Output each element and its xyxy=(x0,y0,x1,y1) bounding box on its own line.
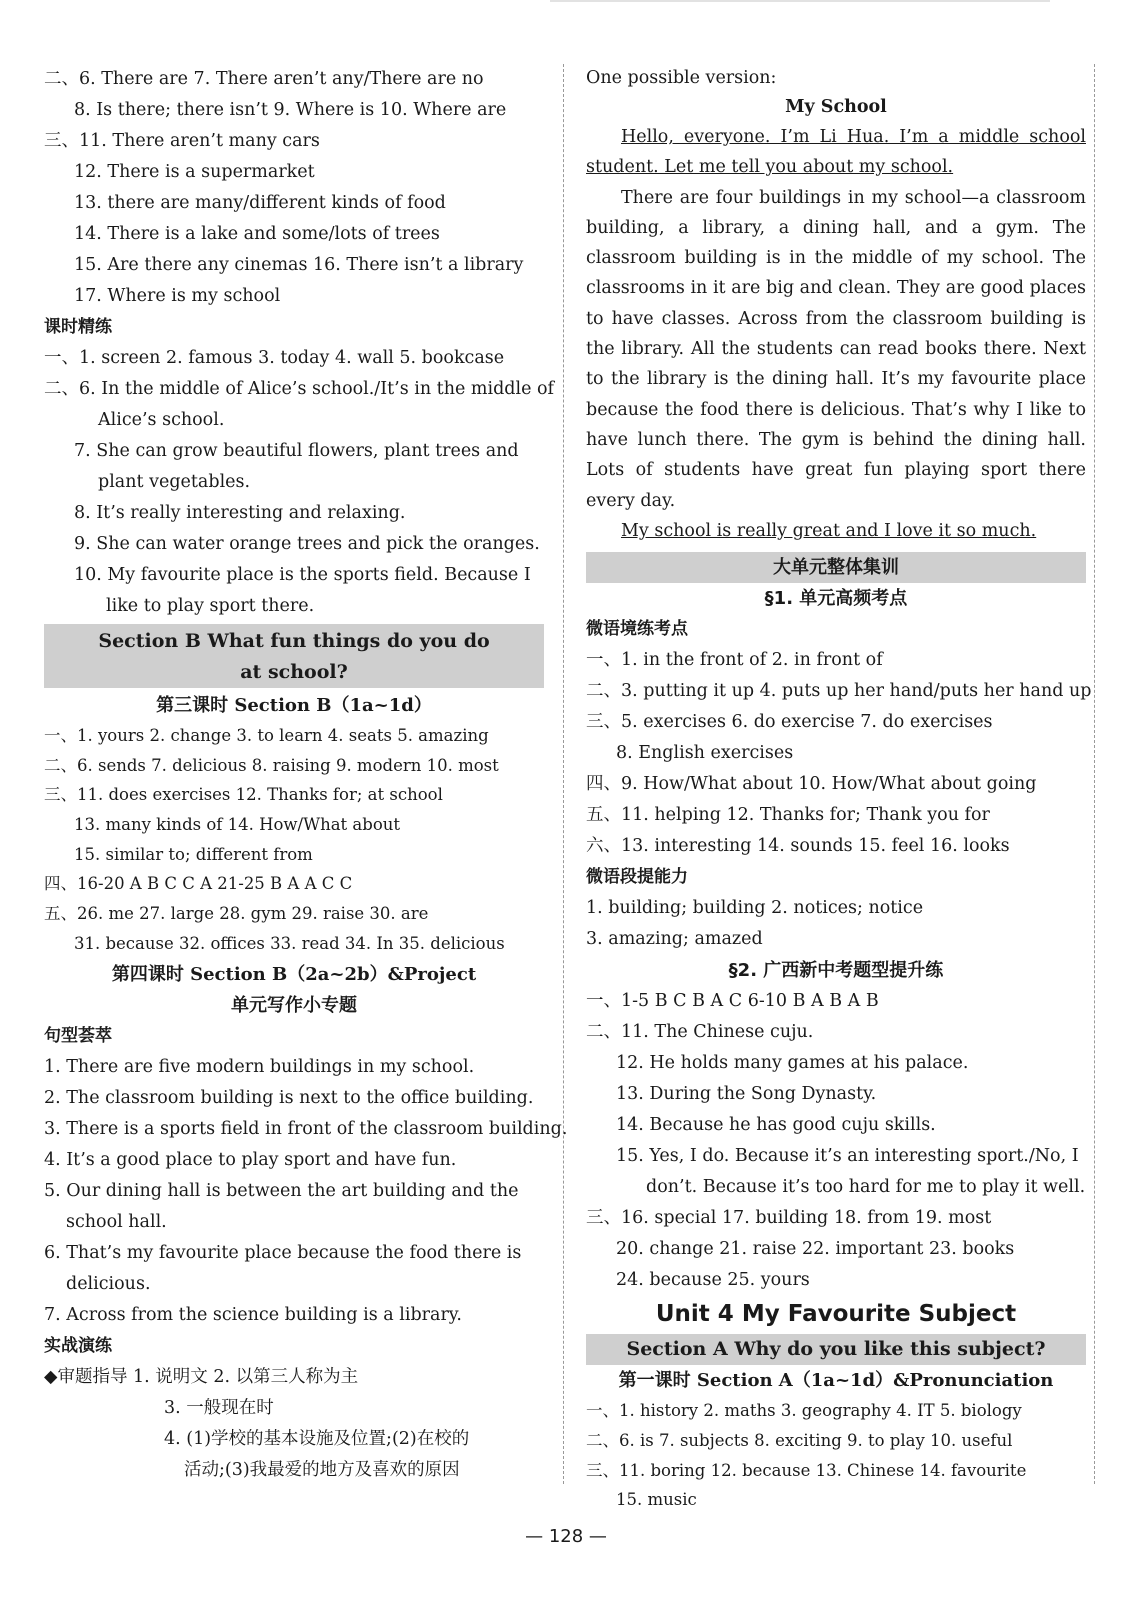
answer-line: 15. music xyxy=(616,1490,697,1510)
answer-line: 一、1-5 B C B A C 6-10 B A B A B xyxy=(586,991,879,1012)
answer-line: 三、11. does exercises 12. Thanks for; at school xyxy=(44,785,443,805)
answer-line: 五、26. me 27. large 28. gym 29. raise 30. are xyxy=(44,904,429,924)
sentence-line: 7. Across from the science building is a library. xyxy=(44,1304,462,1325)
unit-title: Unit 4 My Favourite Subject xyxy=(655,1301,1017,1328)
left-column xyxy=(44,64,568,1486)
sentence-line: 1. There are five modern buildings in my school. xyxy=(44,1056,475,1077)
lesson-title: 第三课时 Section B（1a~1d） xyxy=(156,695,432,716)
answer-line: 二、6. There are 7. There aren’t any/There are no xyxy=(44,69,484,89)
answer-line: 二、6. sends 7. delicious 8. raising 9. modern 10. most xyxy=(44,755,499,775)
answer-line: 31. because 32. offices 33. read 34. In 35. delicious xyxy=(74,933,505,953)
answer-line: 一、1. screen 2. famous 3. today 4. wall 5. bookcase xyxy=(44,348,505,368)
essay-intro: One possible version: xyxy=(586,68,777,88)
answer-line: 五、11. helping 12. Thanks for; Thank you for xyxy=(586,805,990,826)
answer-line: 15. Are there any cinemas 16. There isn’t a library xyxy=(74,255,524,275)
answer-line: 8. It’s really interesting and relaxing. xyxy=(74,503,406,523)
answer-line: like to play sport there. xyxy=(106,596,315,616)
section-heading: 课时精练 xyxy=(44,317,112,337)
sentence-line: 4. It’s a good place to play sport and have fun. xyxy=(44,1149,457,1170)
sentence-line: school hall. xyxy=(66,1211,167,1232)
answer-line: 二、6. In the middle of Alice’s school./It’s in the middle of xyxy=(44,379,555,399)
answer-line: 8. English exercises xyxy=(616,743,794,764)
essay-closing: My school is really great and I love it so much. xyxy=(621,520,1037,541)
lesson-title: 第四课时 Section B（2a~2b）&Project xyxy=(111,963,477,985)
sentence-line: 2. The classroom building is next to the office building. xyxy=(44,1087,534,1108)
answer-line: 二、3. putting it up 4. puts up her hand/puts her hand up xyxy=(586,681,1092,702)
answer-line: 三、16. special 17. building 18. from 19. most xyxy=(586,1208,992,1229)
writing-topic-title: 单元写作小专题 xyxy=(231,994,357,1016)
answer-line: 三、11. There aren’t many cars xyxy=(44,131,320,151)
essay-paragraph: Hello, everyone. I’m Li Hua. I’m a middle school student. Let me tell you about my school. xyxy=(586,127,1086,178)
column-divider xyxy=(563,64,565,1484)
answer-line: Alice’s school. xyxy=(98,410,225,430)
answer-line: 8. Is there; there isn’t 9. Where is 10. Where are xyxy=(74,100,507,120)
answer-line: 24. because 25. yours xyxy=(616,1270,810,1291)
right-column xyxy=(586,64,1092,1515)
essay-paragraph: There are four buildings in my school—a classroom building, a library, a dining hall, and a gym. The classroom building is in the middle of my school. The classrooms in it are big and clean. They are good places to have classes. Across from the classroom building is the library. All the students can read books there. Next to the library is the dining hall. It’s my favourite place because the food there is delicious. That’s why I like to have lunch there. The gym is behind the dining hall. Lots of students have great fun playing sport there every day. xyxy=(586,187,1086,511)
sentence-line: 3. There is a sports field in front of the classroom building. xyxy=(44,1118,568,1139)
answer-line: 15. Yes, I do. Because it’s an interesting sport./No, I xyxy=(616,1146,1079,1167)
answer-line: 10. My favourite place is the sports field. Because I xyxy=(74,565,531,585)
answer-line: don’t. Because it’s too hard for me to play it well. xyxy=(646,1177,1086,1198)
sentence-line: delicious. xyxy=(66,1273,151,1294)
answer-line: 13. During the Song Dynasty. xyxy=(616,1084,877,1105)
answer-line: 四、16-20 A B C C A 21-25 B A A C C xyxy=(44,874,353,894)
answer-line: 12. He holds many games at his palace. xyxy=(616,1053,969,1074)
guide-line: ◆审题指导 1. 说明文 2. 以第三人称为主 xyxy=(44,1366,359,1387)
sentence-line: 6. That’s my favourite place because the food there is xyxy=(44,1242,522,1263)
top-edge-rule xyxy=(550,0,1050,8)
answer-line: 一、1. in the front of 2. in front of xyxy=(586,650,883,671)
right-margin-divider xyxy=(1094,64,1096,1484)
big-unit-banner: 大单元整体集训 xyxy=(586,552,1086,583)
answer-line: 9. She can water orange trees and pick the oranges. xyxy=(74,534,540,554)
answer-line: 六、13. interesting 14. sounds 15. feel 16. looks xyxy=(586,836,1010,857)
answer-line: 20. change 21. raise 22. important 23. books xyxy=(616,1239,1015,1260)
section-heading: 句型荟萃 xyxy=(44,1025,112,1046)
essay-title: My School xyxy=(785,97,887,117)
answer-line: 一、1. history 2. maths 3. geography 4. IT 5. biology xyxy=(586,1401,1022,1421)
guide-line: 3. 一般现在时 xyxy=(164,1397,274,1418)
essay-body xyxy=(586,122,1086,546)
answer-line: 四、9. How/What about 10. How/What about going xyxy=(586,774,1037,795)
section-heading: 微语境练考点 xyxy=(586,619,688,640)
answer-line: 17. Where is my school xyxy=(74,286,281,306)
subsection-title: §2. 广西新中考题型提升练 xyxy=(728,960,944,982)
sentence-line: 5. Our dining hall is between the art building and the xyxy=(44,1180,519,1201)
section-banner: Section A Why do you like this subject? xyxy=(586,1334,1086,1365)
guide-line: 活动;(3)我最爱的地方及喜欢的原因 xyxy=(184,1459,460,1480)
answer-line: 三、5. exercises 6. do exercise 7. do exercises xyxy=(586,712,993,733)
guide-line: 4. (1)学校的基本设施及位置;(2)在校的 xyxy=(164,1428,470,1449)
section-banner-line: Section B What fun things do you do xyxy=(98,630,490,652)
answer-line: 7. She can grow beautiful flowers, plant trees and xyxy=(74,441,519,461)
section-heading: 微语段提能力 xyxy=(586,867,688,888)
answer-line: 二、11. The Chinese cuju. xyxy=(586,1022,814,1043)
answer-line: 1. building; building 2. notices; notice xyxy=(586,898,924,919)
answer-line: 3. amazing; amazed xyxy=(586,929,763,950)
answer-line: 14. Because he has good cuju skills. xyxy=(616,1115,936,1136)
lesson-title: 第一课时 Section A（1a~1d）&Pronunciation xyxy=(618,1370,1054,1392)
answer-line: 二、6. is 7. subjects 8. exciting 9. to play 10. useful xyxy=(586,1430,1013,1450)
answer-line: 13. there are many/different kinds of food xyxy=(74,193,446,213)
section-banner-line: at school? xyxy=(240,661,348,683)
answer-line: 14. There is a lake and some/lots of trees xyxy=(74,224,440,244)
answer-line: 12. There is a supermarket xyxy=(74,162,315,182)
subsection-title: §1. 单元高频考点 xyxy=(764,588,908,610)
essay-paragraph xyxy=(586,516,1086,546)
section-heading: 实战演练 xyxy=(44,1335,112,1356)
answer-line: 一、1. yours 2. change 3. to learn 4. seats 5. amazing xyxy=(44,726,489,745)
answer-line: 13. many kinds of 14. How/What about xyxy=(74,815,401,835)
answer-line: 三、11. boring 12. because 13. Chinese 14. favourite xyxy=(586,1460,1027,1480)
section-banner xyxy=(44,624,544,688)
answer-line: 15. similar to; different from xyxy=(74,844,313,864)
page-number: — 128 — xyxy=(525,1526,607,1547)
answer-line: plant vegetables. xyxy=(98,472,251,492)
